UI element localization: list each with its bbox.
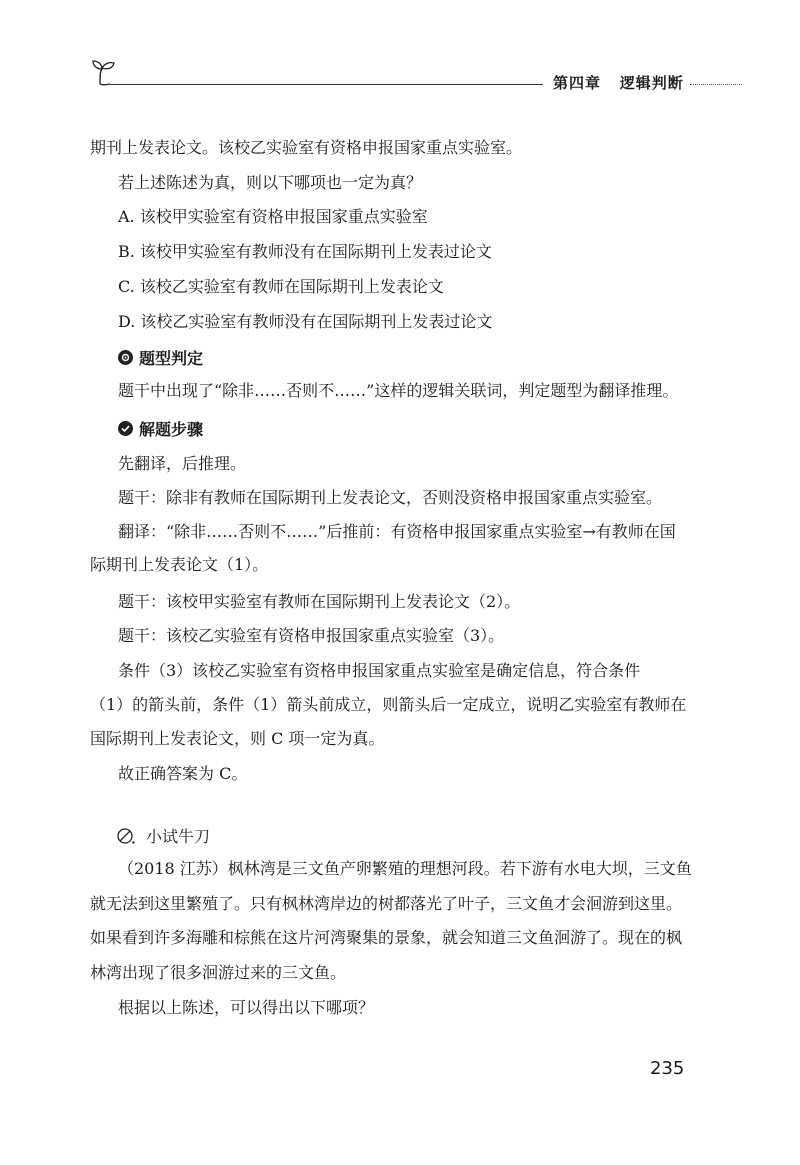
header-dots xyxy=(690,84,742,85)
chapter-number: 第四章 xyxy=(553,74,602,92)
check-badge-icon xyxy=(118,421,133,436)
steps-line: 际期刊上发表论文（1）。 xyxy=(90,555,269,574)
pencil-icon xyxy=(116,826,136,846)
type-section-text: 题干中出现了“除非……否则不……”这样的逻辑关联词，判定题型为翻译推理。 xyxy=(118,381,679,400)
option-b: B. 该校甲实验室有教师没有在国际期刊上发表过论文 xyxy=(118,242,492,261)
steps-line: 先翻译，后推理。 xyxy=(118,454,247,473)
trial-line: 林湾出现了很多洄游过来的三文鱼。 xyxy=(90,963,347,982)
trial-section-heading xyxy=(116,824,210,847)
steps-line: 国际期刊上发表论文，则 C 项一定为真。 xyxy=(90,729,385,748)
trial-line: 就无法到这里繁殖了。只有枫林湾岸边的树都落光了叶子，三文鱼才会洄游到这里。 xyxy=(90,894,683,913)
gear-badge-icon xyxy=(118,350,133,365)
question-continuation: 期刊上发表论文。该校乙实验室有资格申报国家重点实验室。 xyxy=(90,138,523,157)
steps-line: 故正确答案为 C。 xyxy=(118,764,248,783)
steps-heading-text: 解题步骤 xyxy=(139,420,204,439)
header-rule xyxy=(108,84,543,85)
trial-line: 根据以上陈述，可以得出以下哪项？ xyxy=(118,998,375,1017)
question-prompt: 若上述陈述为真，则以下哪项也一定为真？ xyxy=(118,173,423,192)
steps-line: 题干：除非有教师在国际期刊上发表论文，否则没资格申报国家重点实验室。 xyxy=(118,488,663,507)
trial-heading-text: 小试牛刀 xyxy=(146,827,211,846)
chapter-title: 逻辑判断 xyxy=(619,74,684,92)
type-heading-text: 题型判定 xyxy=(139,349,204,368)
steps-line: 题干：该校甲实验室有教师在国际期刊上发表论文（2）。 xyxy=(118,592,521,611)
type-section-heading xyxy=(118,346,203,369)
option-c: C. 该校乙实验室有教师在国际期刊上发表论文 xyxy=(118,277,444,296)
steps-line: 题干：该校乙实验室有资格申报国家重点实验室（3）。 xyxy=(118,626,505,645)
running-header xyxy=(553,72,684,93)
trial-line: 如果看到许多海雕和棕熊在这片河湾聚集的景象，就会知道三文鱼洄游了。现在的枫 xyxy=(90,928,683,947)
page-number: 235 xyxy=(650,1058,685,1079)
steps-line: 条件（3）该校乙实验室有资格申报国家重点实验室是确定信息，符合条件 xyxy=(118,661,641,680)
steps-line: 翻译：“除非……否则不……”后推前：有资格申报国家重点实验室→有教师在国 xyxy=(118,522,676,541)
trial-line: （2018 江苏）枫林湾是三文鱼产卵繁殖的理想河段。若下游有水电大坝，三文鱼 xyxy=(118,859,692,878)
steps-line: （1）的箭头前，条件（1）箭头前成立，则箭头后一定成立，说明乙实验室有教师在 xyxy=(90,695,687,714)
option-d: D. 该校乙实验室有教师没有在国际期刊上发表过论文 xyxy=(118,312,493,331)
option-a: A. 该校甲实验室有资格申报国家重点实验室 xyxy=(118,207,428,226)
steps-section-heading xyxy=(118,417,203,440)
